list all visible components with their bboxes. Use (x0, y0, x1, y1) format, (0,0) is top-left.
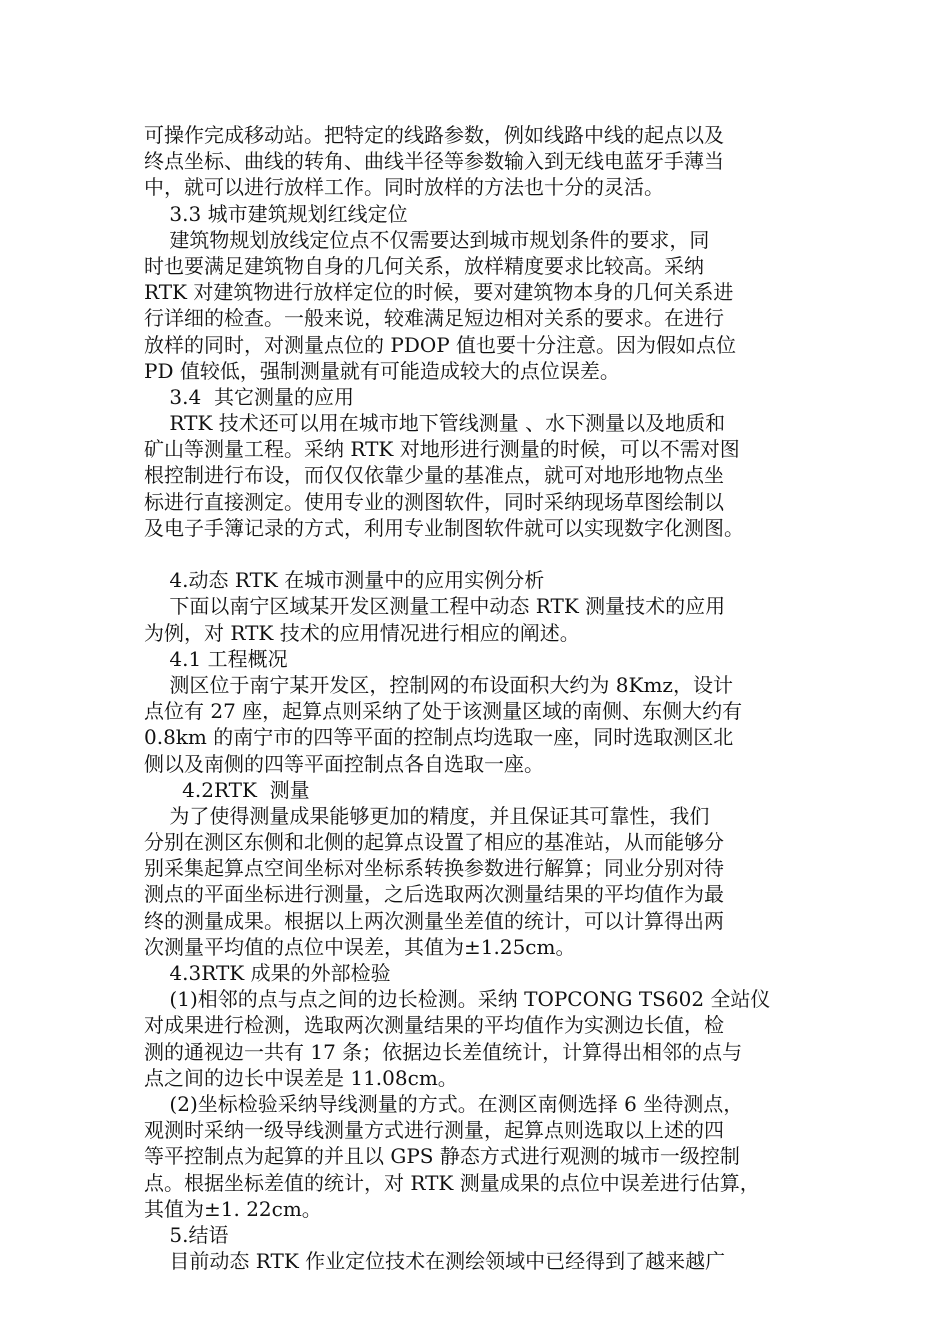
text-line: RTK 对建筑物进行放样定位的时候，要对建筑物本身的几何关系进 (144, 280, 734, 305)
text-line: 放样的同时，对测量点位的 PDOP 值也要十分注意。因为假如点位 (144, 332, 737, 357)
text-line: 次测量平均值的点位中误差，其值为±1.25cm。 (144, 934, 576, 959)
text-line: 4.2RTK 测量 (144, 777, 310, 802)
text-line: (2)坐标检验采纳导线测量的方式。在测区南侧选择 6 坐待测点， (144, 1091, 744, 1116)
text-line: 中，就可以进行放样工作。同时放样的方法也十分的灵活。 (144, 175, 664, 200)
text-line: 3.4 其它测量的应用 (144, 384, 354, 409)
text-line: 点位有 27 座，起算点则采纳了处于该测量区域的南侧、东侧大约有 (144, 699, 743, 724)
text-line: 点。根据坐标差值的统计，对 RTK 测量成果的点位中误差进行估算， (144, 1170, 760, 1195)
text-line: 建筑物规划放线定位点不仅需要达到城市规划条件的要求，同 (144, 227, 710, 252)
text-line: 对成果进行检测，选取两次测量结果的平均值作为实测边长值，检 (144, 1013, 724, 1038)
text-line: PD 值较低，强制测量就有可能造成较大的点位误差。 (144, 358, 620, 383)
text-line: 目前动态 RTK 作业定位技术在测绘领域中已经得到了越来越广 (144, 1249, 726, 1274)
text-line: 下面以南宁区域某开发区测量工程中动态 RTK 测量技术的应用 (144, 594, 726, 619)
text-line: 观测时采纳一级导线测量方式进行测量，起算点则选取以上述的四 (144, 1118, 724, 1143)
text-line: 其值为±1. 22cm。 (144, 1196, 322, 1221)
text-line: 矿山等测量工程。采纳 RTK 对地形进行测量的时候，可以不需对图 (144, 437, 740, 462)
text-line: 测区位于南宁某开发区，控制网的布设面积大约为 8Kmz，设计 (144, 672, 733, 697)
blank-line (144, 541, 816, 567)
text-line: 时也要满足建筑物自身的几何关系，放样精度要求比较高。采纳 (144, 253, 704, 278)
text-line: 可操作完成移动站。把特定的线路参数，例如线路中线的起点以及 (144, 123, 724, 147)
text-line: 0.8km 的南宁市的四等平面的控制点均选取一座，同时选取测区北 (144, 725, 734, 750)
text-line: 5.结语 (144, 1222, 229, 1247)
text-line: 4.动态 RTK 在城市测量中的应用实例分析 (144, 568, 545, 593)
text-line: 3.3 城市建筑规划红线定位 (144, 201, 408, 226)
text-line: 终点坐标、曲线的转角、曲线半径等参数输入到无线电蓝牙手薄当 (144, 149, 724, 174)
text-line: 行详细的检查。一般来说，较难满足短边相对关系的要求。在进行 (144, 306, 724, 331)
text-line: 侧以及南侧的四等平面控制点各自选取一座。 (144, 751, 544, 776)
text-line: 4.1 工程概况 (144, 646, 288, 671)
text-line: 点之间的边长中误差是 11.08cm。 (144, 1065, 458, 1090)
text-line: 等平控制点为起算的并且以 GPS 静态方式进行观测的城市一级控制 (144, 1144, 740, 1169)
text-line: 测的通视边一共有 17 条；依据边长差值统计，计算得出相邻的点与 (144, 1039, 743, 1064)
text-line: 为例，对 RTK 技术的应用情况进行相应的阐述。 (144, 620, 580, 645)
text-line: 根控制进行布设，而仅仅依靠少量的基准点，就可对地形地物点坐 (144, 463, 724, 488)
text-line: 4.3RTK 成果的外部检验 (144, 961, 391, 985)
text-line: RTK 技术还可以用在城市地下管线测量 、水下测量以及地质和 (144, 411, 726, 436)
text-line: 标进行直接测定。使用专业的测图软件，同时采纳现场草图绘制以 (144, 489, 724, 514)
text-line: 测点的平面坐标进行测量，之后选取两次测量结果的平均值作为最 (144, 882, 724, 907)
text-line: (1)相邻的点与点之间的边长检测。采纳 TOPCONG TS602 全站仪 (144, 987, 771, 1012)
text-line: 终的测量成果。根据以上两次测量坐差值的统计，可以计算得出两 (144, 908, 724, 933)
document-body (144, 122, 816, 1274)
text-line: 及电子手簿记录的方式，利用专业制图软件就可以实现数字化测图。 (144, 515, 744, 540)
text-line: 别采集起算点空间坐标对坐标系转换参数进行解算；同业分别对待 (144, 856, 724, 881)
text-line: 为了使得测量成果能够更加的精度，并且保证其可靠性，我们 (144, 803, 710, 828)
text-line: 分别在测区东侧和北侧的起算点设置了相应的基准站，从而能够分 (144, 830, 724, 855)
